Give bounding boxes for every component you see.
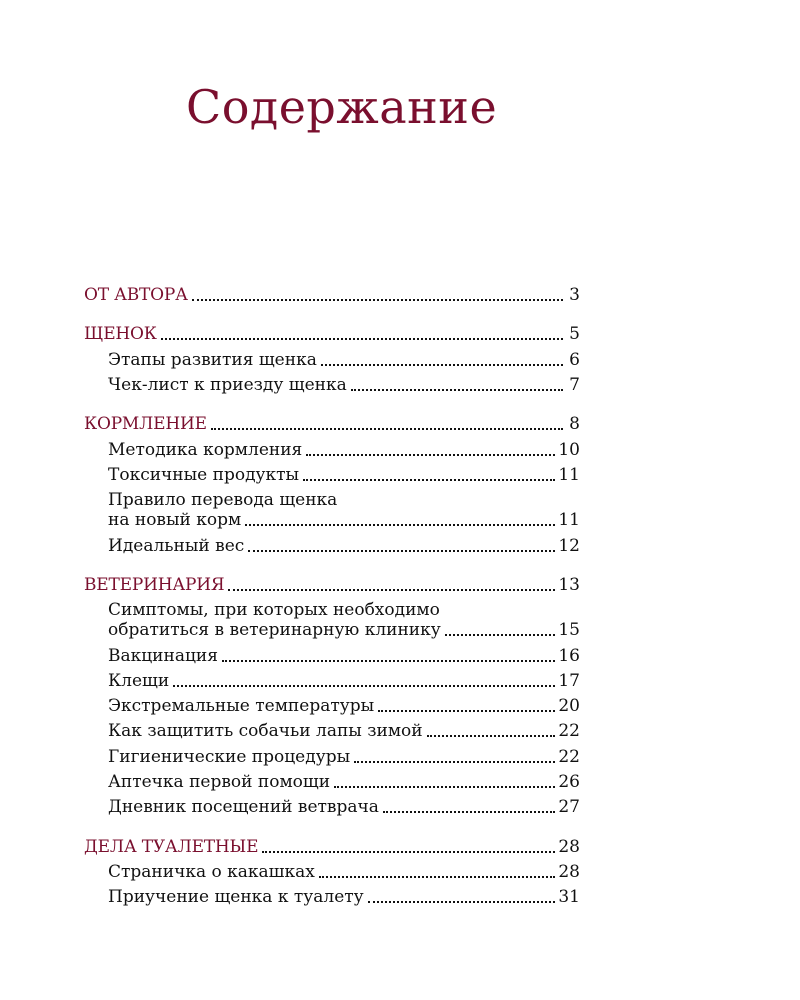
toc-entry[interactable] bbox=[108, 695, 580, 717]
toc-entry-label: Страничка о какашках bbox=[108, 862, 315, 882]
dot-leader bbox=[383, 811, 555, 813]
toc-section-toilet[interactable] bbox=[84, 836, 580, 858]
toc-entry-label: Приучение щенка к туалету bbox=[108, 887, 364, 907]
toc-section-author[interactable] bbox=[84, 284, 580, 306]
toc-section-label: ВЕТЕРИНАРИЯ bbox=[84, 575, 225, 595]
toc-entry-label: Этапы развития щенка bbox=[108, 350, 317, 370]
toc-section-feeding[interactable] bbox=[84, 413, 580, 435]
toc-entry-label: Клещи bbox=[108, 671, 170, 691]
toc-entry-label-line1[interactable]: Симптомы, при которых необходимо bbox=[108, 600, 440, 620]
toc-page-number: 12 bbox=[558, 536, 580, 556]
dot-leader bbox=[303, 479, 555, 481]
toc-entry[interactable] bbox=[108, 464, 580, 486]
dot-leader bbox=[262, 851, 555, 853]
dot-leader bbox=[354, 761, 555, 763]
toc-entry[interactable] bbox=[108, 645, 580, 667]
toc-entry-label: Аптечка первой помощи bbox=[108, 772, 331, 792]
toc-entry-label: Идеальный вес bbox=[108, 536, 245, 556]
toc-page-number: 15 bbox=[558, 620, 580, 640]
toc-entry-label: обратиться в ветеринарную клинику bbox=[108, 620, 441, 640]
page-title: Содержание bbox=[186, 80, 498, 134]
toc-page-number: 31 bbox=[558, 887, 580, 907]
toc-entry-label: Дневник посещений ветврача bbox=[108, 797, 379, 817]
toc-entry-label: Чек-лист к приезду щенка bbox=[108, 375, 347, 395]
dot-leader bbox=[427, 735, 556, 737]
toc-entry[interactable] bbox=[108, 619, 580, 641]
dot-leader bbox=[211, 428, 563, 430]
dot-leader bbox=[173, 685, 555, 687]
dot-leader bbox=[248, 550, 555, 552]
toc-entry-label: на новый корм bbox=[108, 510, 242, 530]
toc-section-puppy[interactable] bbox=[84, 323, 580, 345]
toc-entry-label: Методика кормления bbox=[108, 440, 303, 460]
toc-page-number: 5 bbox=[569, 324, 580, 344]
toc-section-vet[interactable] bbox=[84, 574, 580, 596]
toc-page-number: 13 bbox=[558, 575, 580, 595]
toc-section-label: ЩЕНОК bbox=[84, 324, 157, 344]
toc-entry[interactable] bbox=[108, 861, 580, 883]
toc-page-number: 10 bbox=[558, 440, 580, 460]
toc-entry[interactable] bbox=[108, 886, 580, 908]
dot-leader bbox=[351, 389, 563, 391]
toc-page-number: 11 bbox=[558, 510, 580, 530]
toc-page-number: 11 bbox=[558, 465, 580, 485]
toc-entry[interactable] bbox=[108, 796, 580, 818]
toc-page-number: 22 bbox=[558, 721, 580, 741]
toc-page-number: 8 bbox=[569, 414, 580, 434]
dot-leader bbox=[319, 876, 556, 878]
toc-entry[interactable] bbox=[108, 720, 580, 742]
toc-page-number: 27 bbox=[558, 797, 580, 817]
dot-leader bbox=[192, 299, 563, 301]
toc-entry-label: Экстремальные температуры bbox=[108, 696, 375, 716]
dot-leader bbox=[334, 786, 555, 788]
toc-entry-label-line1[interactable]: Правило перевода щенка bbox=[108, 490, 338, 510]
toc-page-number: 16 bbox=[558, 646, 580, 666]
dot-leader bbox=[222, 660, 555, 662]
toc-entry-label: Вакцинация bbox=[108, 646, 218, 666]
dot-leader bbox=[245, 524, 555, 526]
toc-entry-label: Как защитить собачьи лапы зимой bbox=[108, 721, 423, 741]
toc-section-label: ДЕЛА ТУАЛЕТНЫЕ bbox=[84, 837, 259, 857]
toc-page-number: 7 bbox=[569, 375, 580, 395]
toc-entry[interactable] bbox=[108, 746, 580, 768]
toc-page-number: 22 bbox=[558, 747, 580, 767]
toc-section-label: КОРМЛЕНИЕ bbox=[84, 414, 207, 434]
toc-entry[interactable] bbox=[108, 439, 580, 461]
toc-page-number: 28 bbox=[558, 837, 580, 857]
dot-leader bbox=[378, 710, 555, 712]
toc-page-number: 26 bbox=[558, 772, 580, 792]
toc-entry[interactable] bbox=[108, 509, 580, 531]
toc-page-number: 17 bbox=[558, 671, 580, 691]
toc-section-label: ОТ АВТОРА bbox=[84, 285, 188, 305]
dot-leader bbox=[228, 589, 555, 591]
dot-leader bbox=[321, 364, 563, 366]
dot-leader bbox=[306, 454, 555, 456]
dot-leader bbox=[445, 634, 556, 636]
toc-page-number: 6 bbox=[569, 350, 580, 370]
toc-entry[interactable] bbox=[108, 670, 580, 692]
toc-entry[interactable] bbox=[108, 771, 580, 793]
toc-page-number: 20 bbox=[558, 696, 580, 716]
dot-leader bbox=[368, 901, 556, 903]
toc-page-number: 28 bbox=[558, 862, 580, 882]
toc-entry-label: Токсичные продукты bbox=[108, 465, 300, 485]
dot-leader bbox=[161, 338, 563, 340]
toc-entry[interactable] bbox=[108, 374, 580, 396]
toc-entry-label: Гигиенические процедуры bbox=[108, 747, 351, 767]
toc-page-number: 3 bbox=[569, 285, 580, 305]
toc-entry[interactable] bbox=[108, 535, 580, 557]
toc-entry[interactable] bbox=[108, 349, 580, 371]
